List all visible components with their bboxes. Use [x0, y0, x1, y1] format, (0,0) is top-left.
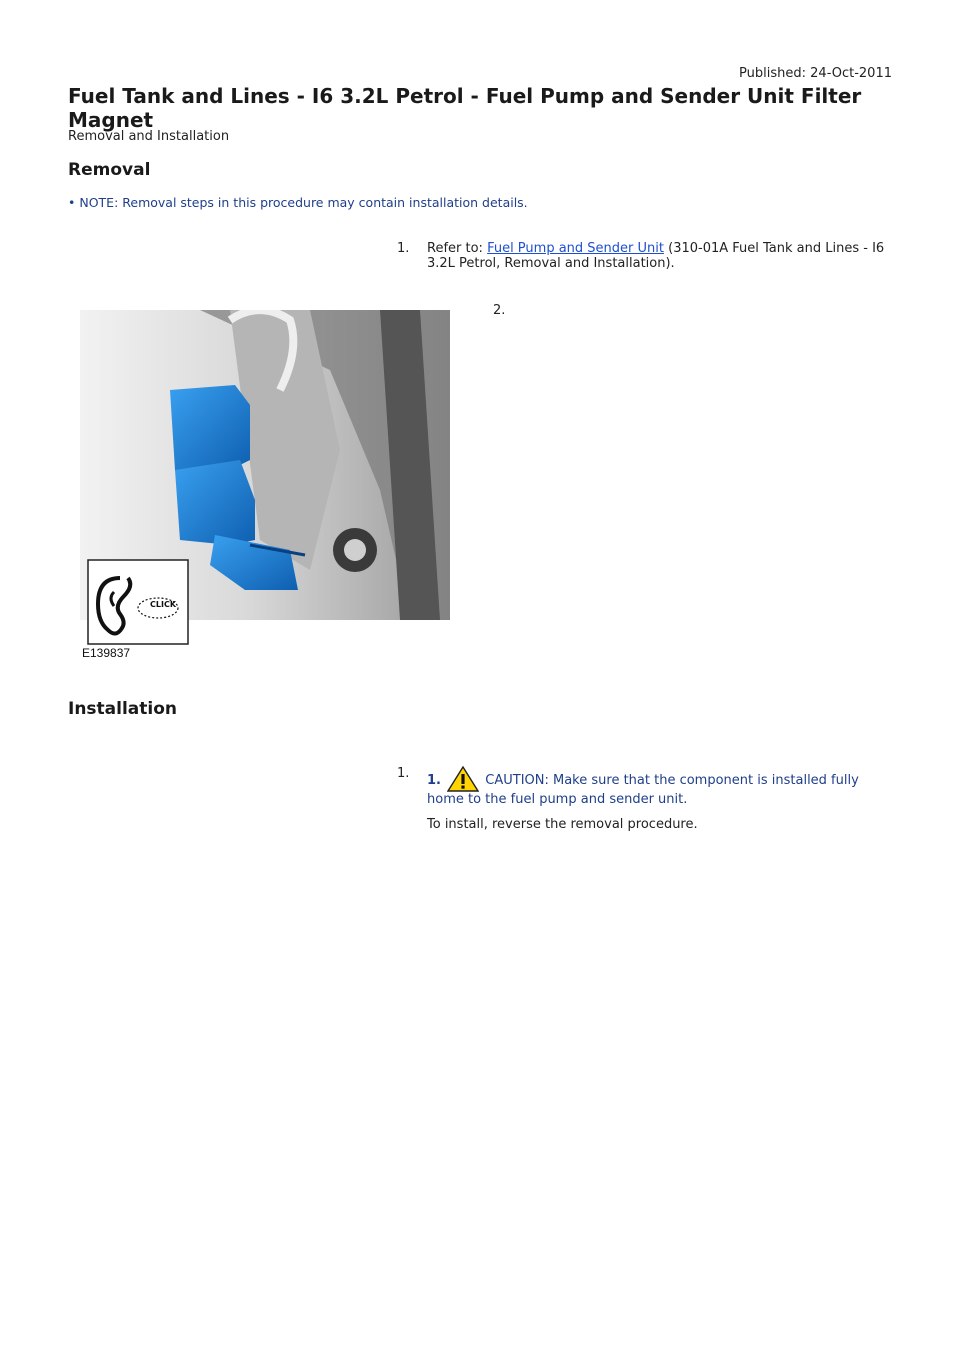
step-text-suffix: (310-01A Fuel Tank and Lines - I6 3.2L Petrol, Removal and Installation).: [427, 241, 885, 271]
inline-step-number: 1.: [427, 773, 441, 788]
step-number: 1.: [397, 241, 410, 256]
fuel-pump-sender-unit-link[interactable]: Fuel Pump and Sender Unit: [487, 241, 664, 256]
step-text-prefix: Refer to:: [427, 241, 488, 256]
step-number: 1.: [397, 766, 410, 781]
published-date: Published: 24-Oct-2011: [739, 66, 892, 81]
blue-connector-upper: [170, 385, 250, 470]
page-title: Fuel Tank and Lines - I6 3.2L Petrol - Fuel Pump and Sender Unit Filter Magnet: [68, 84, 862, 132]
installation-heading: Installation: [68, 699, 178, 719]
fuel-pump-filter-magnet-illustration: [80, 310, 452, 660]
step-body: [427, 766, 892, 832]
removal-note: • NOTE: Removal steps in this procedure may contain installation details.: [68, 195, 528, 210]
step-2-figure: [80, 310, 452, 660]
warning-triangle-icon: [447, 766, 479, 792]
step-number: 2.: [493, 303, 506, 318]
installation-instruction: To install, reverse the removal procedure.: [427, 817, 698, 832]
figure-code: E139837: [82, 646, 131, 660]
caution-text: CAUTION: Make sure that the component is installed fully home to the fuel pump and sender unit.: [427, 773, 859, 807]
blue-connector-middle: [175, 460, 255, 545]
step-body: [427, 241, 892, 271]
removal-heading: Removal: [68, 160, 151, 180]
click-label: CLICK: [150, 600, 177, 609]
page-subtitle: Removal and Installation: [68, 129, 230, 144]
caution-line: [427, 766, 892, 807]
